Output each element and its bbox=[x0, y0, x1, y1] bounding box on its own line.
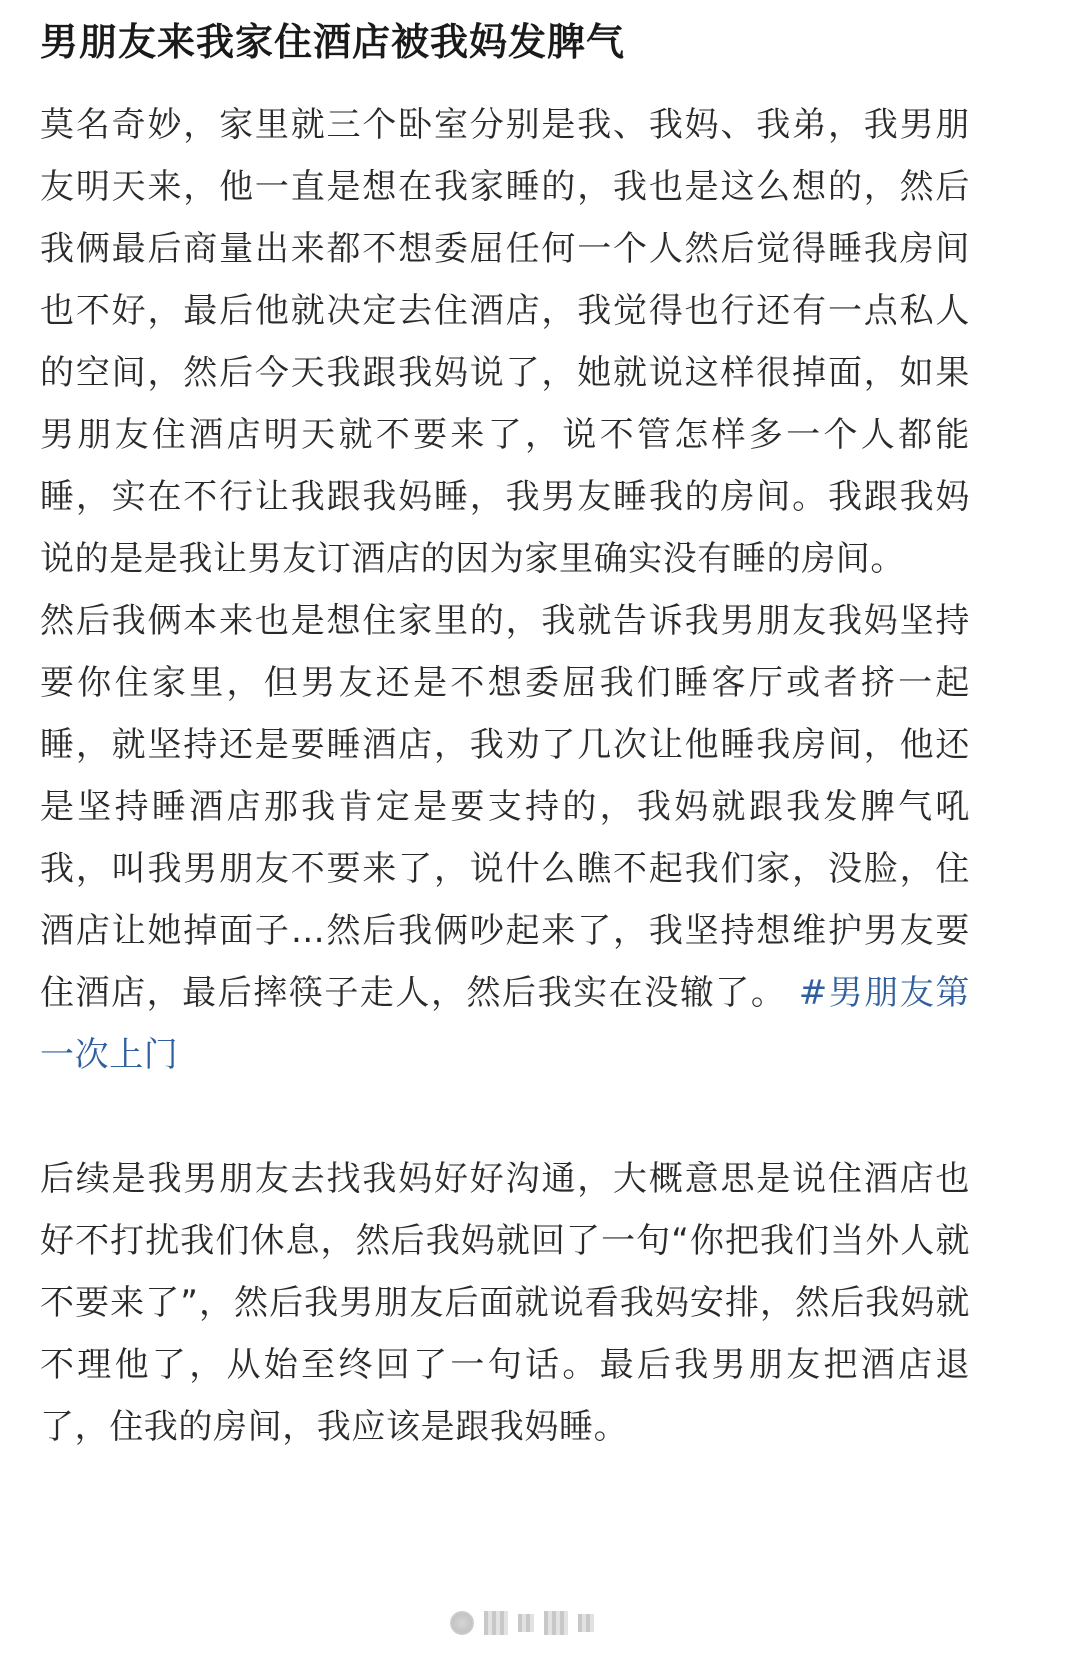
watermark-logo-icon bbox=[450, 1611, 474, 1635]
post-body bbox=[40, 94, 970, 1458]
paragraph-spacer bbox=[40, 1086, 970, 1148]
post-paragraph-2-text: 然后我俩本来也是想住家里的，我就告诉我男朋友我妈坚持要你住家里，但男友还是不想委屈我们睡客厅或者挤一起睡，就坚持还是要睡酒店，我劝了几次让他睡我房间，他还是坚持睡酒店那我肯定是要支持的，我妈就跟我发脾气吼我，叫我男朋友不要来了，说什么瞧不起我们家，没脸，住酒店让她掉面子…然后我俩吵起来了，我坚持想维护男友要住酒店，最后摔筷子走人，然后我实在没辙了。 bbox=[40, 601, 970, 1013]
post-title: 男朋友来我家住酒店被我妈发脾气 bbox=[40, 20, 626, 64]
post-container bbox=[40, 0, 970, 1458]
blurred-watermark bbox=[450, 1606, 620, 1640]
watermark-glyph bbox=[484, 1611, 508, 1635]
post-paragraph-1: 莫名奇妙，家里就三个卧室分别是我、我妈、我弟，我男朋友明天来，他一直是想在我家睡的，我也是这么想的，然后我俩最后商量出来都不想委屈任何一个人然后觉得睡我房间也不好，最后他就决定去住酒店，我觉得也行还有一点私人的空间，然后今天我跟我妈说了，她就说这样很掉面，如果男朋友住酒店明天就不要来了，说不管怎样多一个人都能睡，实在不行让我跟我妈睡，我男友睡我的房间。我跟我妈说的是是我让男友订酒店的因为家里确实没有睡的房间。 bbox=[40, 105, 970, 579]
hashtag-link[interactable]: #男朋友第一次上门 bbox=[40, 973, 970, 1075]
watermark-glyph bbox=[578, 1614, 594, 1632]
watermark-glyph bbox=[518, 1614, 534, 1632]
watermark-glyph bbox=[544, 1611, 568, 1635]
post-paragraph-3: 后续是我男朋友去找我妈好好沟通，大概意思是说住酒店也好不打扰我们休息，然后我妈就回了一句“你把我们当外人就不要来了”，然后我男朋友后面就说看我妈安排，然后我妈就不理他了，从始至终回了一句话。最后我男朋友把酒店退了，住我的房间，我应该是跟我妈睡。 bbox=[40, 1159, 970, 1447]
post-paragraph-2 bbox=[40, 590, 970, 1086]
